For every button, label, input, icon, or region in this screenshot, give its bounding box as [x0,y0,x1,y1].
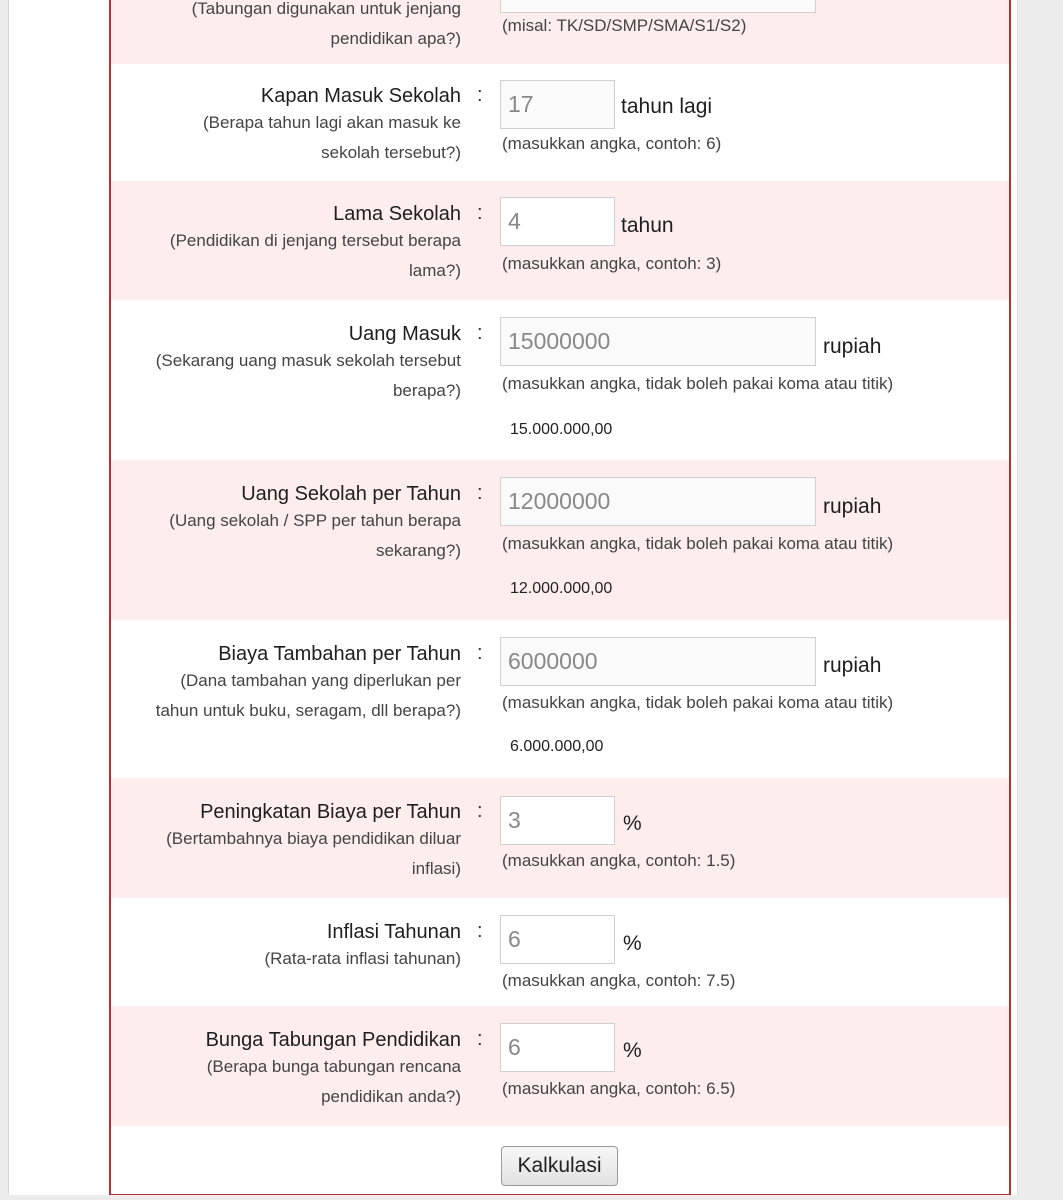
uang-sekolah-hint-2: sekarang?) [375,541,461,560]
lama-sekolah-input[interactable] [500,197,615,246]
biaya-tambahan-title: Biaya Tambahan per Tahun [218,643,461,665]
row-peningkatan-biaya [111,778,1009,898]
uang-masuk-unit: rupiah [823,335,882,358]
uang-masuk-input[interactable] [500,317,816,366]
kapan-masuk-label [121,84,461,168]
inflasi-label [121,920,461,974]
biaya-tambahan-colon: : [477,642,483,664]
uang-masuk-formatted: 15.000.000,00 [510,421,613,438]
peningkatan-biaya-input[interactable] [500,796,615,845]
lama-sekolah-title: Lama Sekolah [333,203,461,225]
kapan-masuk-colon: : [477,84,483,106]
uang-masuk-note: (masukkan angka, tidak boleh pakai koma atau titik) [502,374,894,393]
bunga-unit: % [623,1039,642,1062]
uang-masuk-colon: : [477,322,483,344]
jenjang-label [121,0,461,54]
kapan-masuk-title: Kapan Masuk Sekolah [260,85,461,107]
row-biaya-tambahan [111,620,1009,778]
row-kapan-masuk [111,64,1009,181]
lama-sekolah-colon: : [477,202,483,224]
window-left-margin [0,0,9,1200]
inflasi-note: (masukkan angka, contoh: 7.5) [502,971,736,990]
row-bunga [111,1006,1009,1126]
inflasi-colon: : [477,920,483,942]
bunga-label [121,1028,461,1112]
biaya-tambahan-hint-2: tahun untuk buku, seragam, dll berapa?) [155,701,461,720]
bunga-hint-2: pendidikan anda?) [321,1087,461,1106]
peningkatan-biaya-hint-1: (Bertambahnya biaya pendidikan diluar [166,829,461,848]
peningkatan-biaya-colon: : [477,800,483,822]
biaya-tambahan-formatted: 6.000.000,00 [510,738,604,755]
window-bottom-margin [0,1195,1063,1200]
uang-sekolah-hint-1: (Uang sekolah / SPP per tahun berapa [169,511,461,530]
bunga-input[interactable] [500,1023,615,1072]
bunga-title: Bunga Tabungan Pendidikan [205,1029,461,1051]
lama-sekolah-note: (masukkan angka, contoh: 3) [502,254,722,273]
bunga-colon: : [477,1028,483,1050]
window-right-margin [1017,0,1063,1200]
kapan-masuk-unit: tahun lagi [621,95,713,118]
jenjang-hint-1: (Tabungan digunakan untuk jenjang [191,0,461,18]
peningkatan-biaya-unit: % [623,812,642,835]
peningkatan-biaya-label [121,800,461,884]
uang-sekolah-formatted: 12.000.000,00 [510,580,613,597]
inflasi-hint-1: (Rata-rata inflasi tahunan) [264,949,461,968]
kapan-masuk-input[interactable] [500,80,615,129]
inflasi-unit: % [623,932,642,955]
biaya-tambahan-label [121,642,461,726]
row-lama-sekolah [111,181,1009,300]
uang-masuk-title: Uang Masuk [348,323,461,345]
uang-sekolah-label [121,482,461,566]
calculator-form [109,0,1011,1196]
peningkatan-biaya-note: (masukkan angka, contoh: 1.5) [502,851,736,870]
uang-masuk-hint-2: berapa?) [392,381,461,400]
biaya-tambahan-unit: rupiah [823,654,882,677]
uang-sekolah-title: Uang Sekolah per Tahun [241,483,461,505]
uang-sekolah-colon: : [477,482,483,504]
uang-sekolah-note: (masukkan angka, tidak boleh pakai koma atau titik) [502,534,894,553]
peningkatan-biaya-hint-2: inflasi) [411,859,461,878]
inflasi-input[interactable] [500,915,615,964]
lama-sekolah-hint-2: lama?) [409,261,461,280]
jenjang-note: (misal: TK/SD/SMP/SMA/S1/S2) [502,16,747,35]
uang-masuk-label [121,322,461,406]
uang-masuk-hint-1: (Sekarang uang masuk sekolah tersebut [155,351,461,370]
bunga-hint-1: (Berapa bunga tabungan rencana [206,1057,461,1076]
biaya-tambahan-hint-1: (Dana tambahan yang diperlukan per [180,671,461,690]
uang-sekolah-unit: rupiah [823,495,882,518]
row-uang-sekolah [111,460,1009,620]
row-jenjang [111,0,1009,64]
row-uang-masuk [111,300,1009,460]
peningkatan-biaya-title: Peningkatan Biaya per Tahun [200,801,461,823]
jenjang-hint-2: pendidikan apa?) [330,29,461,48]
kapan-masuk-hint-1: (Berapa tahun lagi akan masuk ke [203,113,461,132]
row-inflasi [111,898,1009,1006]
lama-sekolah-unit: tahun [621,214,674,237]
jenjang-input[interactable] [500,0,816,13]
kalkulasi-button[interactable]: Kalkulasi [501,1146,618,1186]
biaya-tambahan-note: (masukkan angka, tidak boleh pakai koma atau titik) [502,693,894,712]
uang-sekolah-input[interactable] [500,477,816,526]
kapan-masuk-hint-2: sekolah tersebut?) [321,143,461,162]
bunga-note: (masukkan angka, contoh: 6.5) [502,1079,736,1098]
kapan-masuk-note: (masukkan angka, contoh: 6) [502,134,722,153]
inflasi-title: Inflasi Tahunan [326,921,461,943]
biaya-tambahan-input[interactable] [500,637,816,686]
lama-sekolah-hint-1: (Pendidikan di jenjang tersebut berapa [169,231,461,250]
lama-sekolah-label [121,202,461,286]
